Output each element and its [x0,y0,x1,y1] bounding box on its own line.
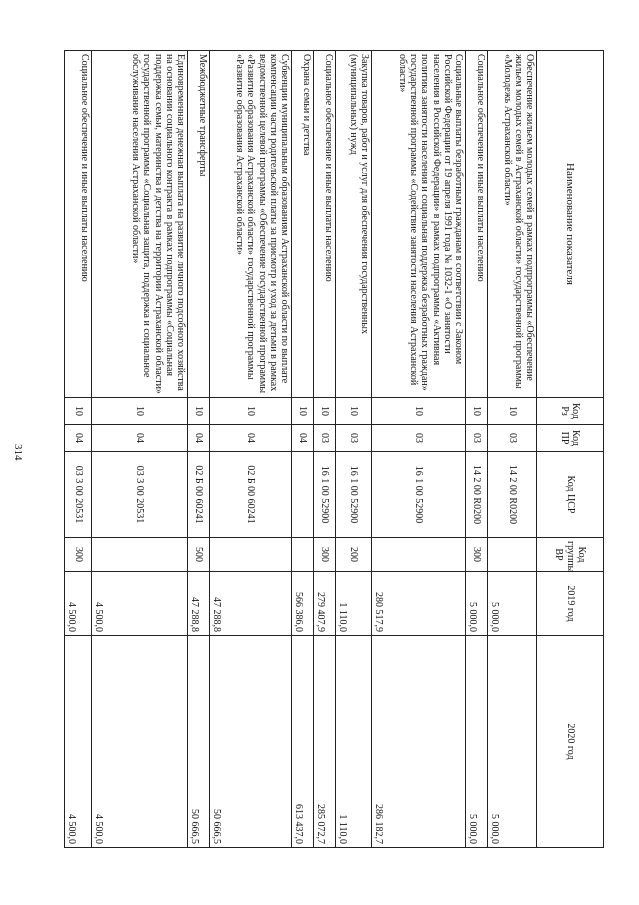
row-pr: 03 [466,425,488,452]
row-csr: 14 2 00 R0200 [466,452,488,538]
header-name: Наименование показателя [537,51,604,398]
table-row [65,51,92,848]
row-2019: 5 000,0 [466,572,488,636]
row-rz: 10 [210,398,292,425]
row-vr [488,538,537,572]
table-row [210,51,292,848]
row-csr: 16 1 00 52900 [336,452,372,538]
row-vr: 200 [336,538,372,572]
row-2020: 4 500,0 [92,636,188,848]
row-csr: 14 2 00 R0200 [488,452,537,538]
row-pr: 04 [210,425,292,452]
row-vr: 300 [314,538,336,572]
row-2019: 5 000,0 [488,572,537,636]
row-vr [92,538,188,572]
row-name: Закупка товаров, работ и услуг для обеспечения государственных (муниципальных) нужд [336,51,372,398]
row-pr: 03 [488,425,537,452]
row-2019: 566 386,0 [292,572,314,636]
row-2020: 613 437,0 [292,636,314,848]
row-name: Охрана семьи и детства [292,51,314,398]
table-row [314,51,336,848]
row-name: Межбюджетные трансферты [188,51,210,398]
row-csr: 16 1 00 52900 [314,452,336,538]
row-vr [292,538,314,572]
row-rz: 10 [292,398,314,425]
header-rz: Код Рз [537,398,604,425]
row-2019: 280 517,9 [372,572,466,636]
row-rz: 10 [314,398,336,425]
header-2020: 2020 год [537,636,604,848]
table-row [372,51,466,848]
row-rz: 10 [488,398,537,425]
row-name: Социальное обеспечение и иные выплаты населению [65,51,92,398]
row-rz: 10 [372,398,466,425]
row-name: Субвенции муниципальным образованиям Астраханской области по выплате компенсации части родительской платы за присмотр и уход за детьми в рамках ведомственной целевой программы «Обеспечение государственной программы «Развитие образования Астраханской области» государственной программы «Развитие образования Астраханской области» [210,51,292,398]
rotated-table-container [65,50,604,847]
row-name: Социальные выплаты безработным гражданам в соответствии с Законом Российской Федерации от 19 апреля 1991 года № 1032-1 «О занятости населения в Российской Федерации» в рамках подпрограммы «Активная политика занятости населения и социальная поддержка безработных граждан» государственной программы «Содействие занятости населения Астраханской области» [372,51,466,398]
row-vr: 300 [65,538,92,572]
row-2020: 5 000,0 [488,636,537,848]
row-pr: 03 [314,425,336,452]
row-2019: 1 110,0 [336,572,372,636]
row-csr: 16 1 00 52900 [372,452,466,538]
row-pr: 04 [188,425,210,452]
row-name: Социальное обеспечение и иные выплаты населению [314,51,336,398]
row-2020: 286 182,7 [372,636,466,848]
row-vr: 300 [466,538,488,572]
header-pr: Код ПР [537,425,604,452]
table-row [466,51,488,848]
row-2020: 5 000,0 [466,636,488,848]
row-2019: 279 407,9 [314,572,336,636]
table-row [188,51,210,848]
row-2020: 50 666,5 [210,636,292,848]
row-2020: 1 110,0 [336,636,372,848]
row-2020: 4 500,0 [65,636,92,848]
table-row [292,51,314,848]
row-csr: 02 Б 00 60241 [210,452,292,538]
budget-table [64,50,604,848]
row-pr: 03 [336,425,372,452]
header-vr: Код группы ВР [537,538,604,572]
row-2020: 285 072,7 [314,636,336,848]
table-row [488,51,537,848]
row-csr: 03 3 00 20531 [92,452,188,538]
row-vr [372,538,466,572]
row-2020: 50 666,5 [188,636,210,848]
row-csr [292,452,314,538]
table-row [92,51,188,848]
row-rz: 10 [466,398,488,425]
page-number: 314 [12,444,24,461]
row-csr: 02 Б 00 60241 [188,452,210,538]
row-rz: 10 [188,398,210,425]
row-pr: 04 [92,425,188,452]
row-pr: 04 [65,425,92,452]
row-name: Социальное обеспечение и иные выплаты населению [466,51,488,398]
row-rz: 10 [336,398,372,425]
header-csr: Код ЦСР [537,452,604,538]
row-rz: 10 [92,398,188,425]
row-2019: 4 500,0 [65,572,92,636]
row-2019: 47 288,8 [210,572,292,636]
table-header-row [537,51,604,848]
row-name: Обеспечение жильем молодых семей в рамках подпрограммы «Обеспечение жильем молодых семей в Астраханской области» государственной программы «Молодежь Астраханской области» [488,51,537,398]
table-row [336,51,372,848]
row-2019: 4 500,0 [92,572,188,636]
row-rz: 10 [65,398,92,425]
row-csr: 03 3 00 20531 [65,452,92,538]
row-vr: 500 [188,538,210,572]
header-2019: 2019 год [537,572,604,636]
row-2019: 47 288,8 [188,572,210,636]
row-pr: 03 [372,425,466,452]
row-pr: 04 [292,425,314,452]
row-name: Единовременная денежная выплата на развитие личного подсобного хозяйства на основании социального контракта в рамках подпрограммы «Социальная поддержка семьи, материнства и детства на территории Астраханской области» государственной программы «Социальная защита, поддержка и социальное обслуживание населения Астраханской области» [92,51,188,398]
row-vr [210,538,292,572]
